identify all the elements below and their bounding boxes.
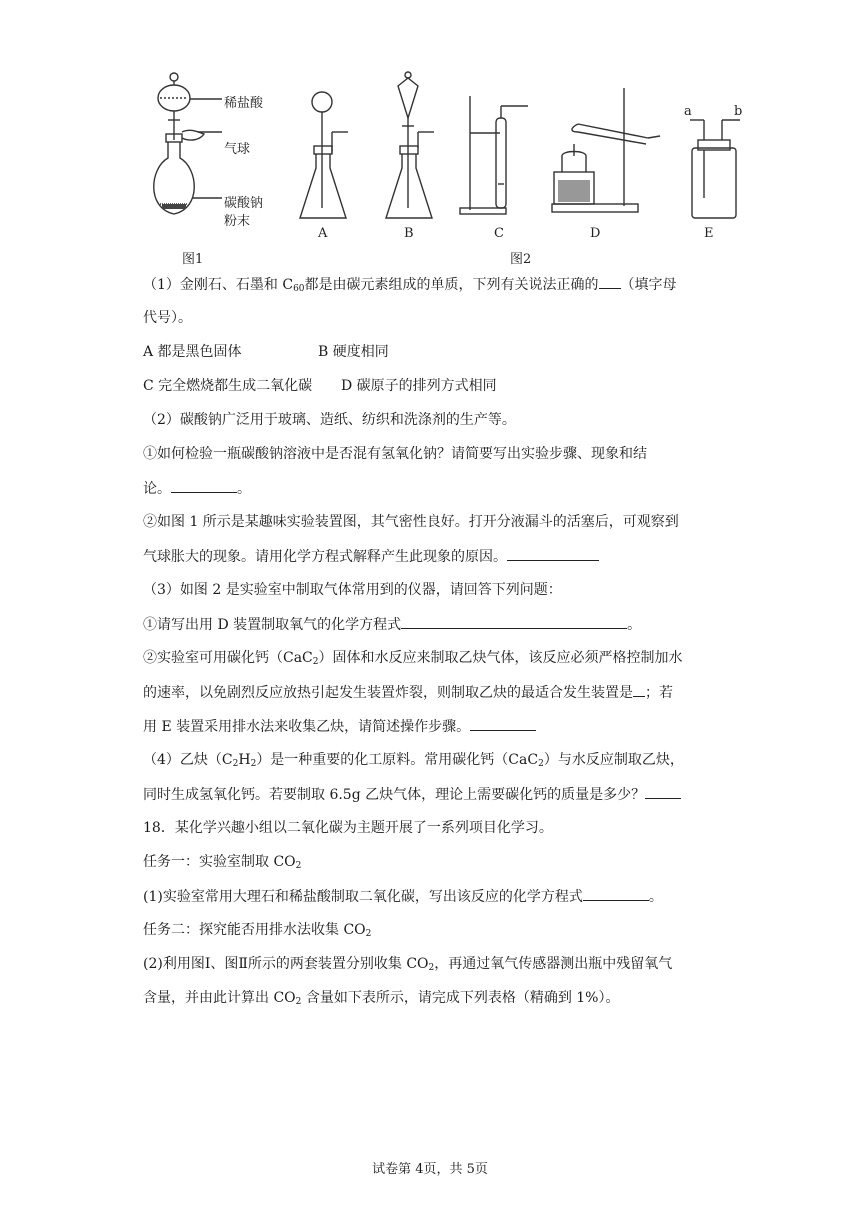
option-d: D 碳原子的排列方式相同	[341, 378, 497, 394]
answer-blank[interactable]	[583, 886, 649, 901]
page-footer: 试卷第 4页，共 5页	[372, 1162, 488, 1177]
q3-sub2-line1: ②实验室可用碳化钙（CaC$_2$）固体和水反应来制取乙炔气体，该反应必须严格控制加水	[143, 650, 683, 667]
task1-heading: 任务一：实验室制取 $CO_2$	[143, 854, 302, 871]
apparatus-letter-c: C	[494, 226, 504, 241]
q2-intro: （2）碳酸钠广泛用于玻璃、造纸、纺织和洗涤剂的生产等。	[143, 412, 516, 428]
fig1-label-acid: 稀盐酸	[224, 96, 264, 111]
fig1-caption: 图1	[182, 252, 204, 267]
port-label-b: b	[734, 104, 743, 119]
apparatus-letter-a: A	[318, 226, 328, 241]
apparatus-letter-d: D	[590, 226, 601, 241]
answer-blank[interactable]	[645, 784, 681, 799]
q1-line2: 代号）。	[143, 310, 192, 326]
q18-part2-line2: 含量，并由此计算出 $CO_2$ 含量如下表所示，请完成下列表格（精确到 1%）。	[143, 990, 620, 1007]
q1-options-ab	[143, 342, 389, 362]
q2-sub1-line2: 论。 。	[143, 478, 251, 499]
q18-part2-line1: (2)利用图Ⅰ、图Ⅱ所示的两套装置分别收集 $CO_2$，再通过氧气传感器测出瓶中残留氧气	[143, 956, 673, 973]
q3-sub1: ①请写出用 D 装置制取氧气的化学方程式 。	[143, 614, 641, 635]
q4-line1: （4）乙炔$(C_2H_2)$是一种重要的化工原料。常用碳化钙（CaC$_2$）与水反应制取乙炔，	[143, 752, 684, 769]
q1-line1: （1）金刚石、石墨和 $C_{60}$都是由碳元素组成的单质，下列有关说法正确的 （填字母	[143, 274, 677, 295]
apparatus-figure	[150, 58, 760, 268]
answer-blank[interactable]	[470, 716, 536, 731]
option-c: C 完全燃烧都生成二氧化碳	[143, 378, 313, 394]
fig1-label-balloon: 气球	[224, 142, 251, 157]
q18-title: 18．某化学兴趣小组以二氧化碳为主题开展了一系列项目化学习。	[143, 820, 553, 836]
option-a: A 都是黑色固体	[143, 344, 242, 360]
answer-blank[interactable]	[507, 546, 599, 561]
fig1-label-powder: 粉末	[224, 214, 251, 229]
answer-blank[interactable]	[599, 274, 621, 289]
apparatus-drawing	[150, 58, 760, 268]
q1-options-cd	[143, 376, 497, 396]
answer-blank[interactable]	[401, 614, 627, 629]
task2-heading: 任务二：探究能否用排水法收集 $CO_2$	[143, 922, 372, 939]
answer-blank[interactable]	[171, 478, 237, 493]
q4-line2: 同时生成氢氧化钙。若要制取 6.5g 乙炔气体，理论上需要碳化钙的质量是多少？	[143, 784, 681, 805]
apparatus-letter-e: E	[704, 226, 714, 241]
q3-sub2-line2: 的速率，以免剧烈反应放热引起发生装置炸裂，则制取乙炔的最适合发生装置是 ；若	[143, 682, 673, 703]
q2-sub1-line1: ①如何检验一瓶碳酸钠溶液中是否混有氢氧化钠？请简要写出实验步骤、现象和结	[143, 446, 647, 462]
q3-intro: （3）如图 2 是实验室中制取气体常用到的仪器，请回答下列问题：	[143, 582, 562, 598]
q2-sub2-line2: 气球胀大的现象。请用化学方程式解释产生此现象的原因。	[143, 546, 599, 567]
answer-blank[interactable]	[633, 682, 645, 697]
q18-part1: (1)实验室常用大理石和稀盐酸制取二氧化碳，写出该反应的化学方程式 。	[143, 886, 663, 907]
fig2-caption: 图2	[510, 252, 532, 267]
q3-sub2-line3: 用 E 装置采用排水法来收集乙炔，请简述操作步骤。	[143, 716, 536, 737]
port-label-a: a	[684, 104, 692, 119]
q2-sub2-line1: ②如图 1 所示是某趣味实验装置图，其气密性良好。打开分液漏斗的活塞后，可观察到	[143, 514, 679, 530]
apparatus-letter-b: B	[404, 226, 414, 241]
option-b: B 硬度相同	[318, 344, 389, 360]
fig1-label-carbonate: 碳酸钠	[224, 196, 264, 211]
